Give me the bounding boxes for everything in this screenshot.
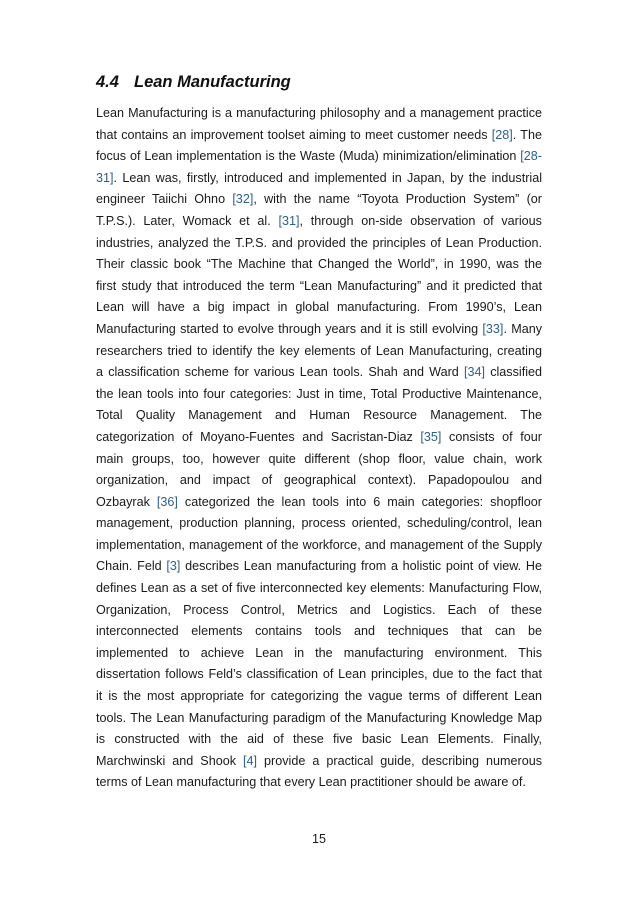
paragraph-text: . Lean was, firstly, introduced and implemented in Japan, by the industrial xyxy=(113,170,542,185)
paragraph-text: Organization, Process Control, Metrics and Logistics. Each of these xyxy=(96,602,542,617)
paragraph-text: describes Lean manufacturing from a holistic point of view. He xyxy=(180,559,542,574)
paragraph-text: Marchwinski and Shook xyxy=(96,753,244,768)
paragraph-line xyxy=(96,751,542,773)
paragraph-line xyxy=(96,686,542,708)
paragraph-text: . The xyxy=(512,127,542,142)
paragraph-line xyxy=(96,513,542,535)
paragraph-line xyxy=(96,276,542,298)
paragraph-text: Their classic book “The Machine that Changed the World”, in 1990, was the xyxy=(96,257,542,272)
paragraph-text: main groups, too, however quite different (shop floor, value chain, work xyxy=(96,451,542,466)
section-title: Lean Manufacturing xyxy=(134,73,291,91)
paragraph-line xyxy=(96,146,542,168)
paragraph-text: it is the most appropriate for categorizing the vague terms of different Lean xyxy=(96,689,542,704)
paragraph-text: that contains an improvement toolset aiming to meet customer needs xyxy=(96,127,492,142)
paragraph-line xyxy=(96,664,542,686)
paragraph-text: . Many xyxy=(503,321,542,336)
paragraph-line xyxy=(96,233,542,255)
paragraph-text: T.P.S.). Later, Womack et al. xyxy=(96,213,279,228)
paragraph-line xyxy=(96,103,542,125)
paragraph-line xyxy=(96,211,542,233)
citation-link[interactable]: [28- xyxy=(520,149,542,164)
paragraph-text: industries, analyzed the T.P.S. and provided the principles of Lean Production. xyxy=(96,235,542,250)
paragraph-text: tools. The Lean Manufacturing paradigm of the Manufacturing Knowledge Map xyxy=(96,710,542,725)
paragraph-line xyxy=(96,729,542,751)
paragraph-text: classified xyxy=(485,365,542,380)
paragraph-text: defines Lean as a set of five interconnected key elements: Manufacturing Flow, xyxy=(96,581,542,596)
paragraph-line xyxy=(96,168,542,190)
paragraph-line xyxy=(96,772,542,794)
paragraph-text: provide a practical guide, describing numerous xyxy=(257,753,542,768)
paragraph-line xyxy=(96,492,542,514)
citation-link[interactable]: [33] xyxy=(482,321,504,336)
paragraph-text: implementation, management of the workforce, and management of the Supply xyxy=(96,537,542,552)
paragraph-line xyxy=(96,405,542,427)
citation-link[interactable]: [31] xyxy=(278,213,300,228)
paragraph-line xyxy=(96,254,542,276)
citation-link[interactable]: [34] xyxy=(463,365,485,380)
citation-link[interactable]: 31] xyxy=(96,170,114,185)
paragraph-text: Ozbayrak xyxy=(96,494,157,509)
paragraph-line xyxy=(96,297,542,319)
paragraph-text: Chain. Feld xyxy=(96,559,167,574)
paragraph-text: focus of Lean implementation is the Waste (Muda) minimization/elimination xyxy=(96,149,521,164)
paragraph-line xyxy=(96,621,542,643)
paragraph-line xyxy=(96,578,542,600)
paragraph-text: , through on-side observation of various xyxy=(299,213,542,228)
paragraph-line xyxy=(96,556,542,578)
paragraph-text: dissertation follows Feld’s classification of Lean principles, due to the fact that xyxy=(96,667,542,682)
citation-link[interactable]: [4] xyxy=(243,753,258,768)
paragraph-text: the lean tools into four categories: Just in time, Total Productive Maintenance, xyxy=(96,386,542,401)
paragraph-text: Lean Manufacturing is a manufacturing philosophy and a management practice xyxy=(96,106,542,120)
paragraph-text: , with the name “Toyota Production System” (or xyxy=(253,192,542,207)
citation-link[interactable]: [3] xyxy=(166,559,181,574)
paragraph-line xyxy=(96,643,542,665)
paragraph-text: management, production planning, process oriented, scheduling/control, lean xyxy=(96,516,542,531)
paragraph-line xyxy=(96,600,542,622)
paragraph-line xyxy=(96,708,542,730)
section-number: 4.4 xyxy=(96,73,119,91)
paragraph-text: a classification scheme for various Lean tools. Shah and Ward xyxy=(96,365,464,380)
paragraph-line xyxy=(96,341,542,363)
paragraph-text: researchers tried to identify the key elements of Lean Manufacturing, creating xyxy=(96,343,542,358)
paragraph-text: is constructed with the aid of these five basic Lean Elements. Finally, xyxy=(96,732,542,747)
paragraph-text: terms of Lean manufacturing that every Lean practitioner should be aware of. xyxy=(96,775,526,790)
paragraph-text: categorized the lean tools into 6 main categories: shopfloor xyxy=(177,494,542,509)
paragraph-text: implemented to achieve Lean in the manufacturing environment. This xyxy=(96,645,542,660)
citation-link[interactable]: [32] xyxy=(232,192,254,207)
paragraph-text: Total Quality Management and Human Resource Management. The xyxy=(96,408,542,423)
section-heading xyxy=(96,73,291,92)
body-paragraph xyxy=(96,103,542,794)
paragraph-line xyxy=(96,189,542,211)
paragraph-line xyxy=(96,384,542,406)
paragraph-line xyxy=(96,449,542,471)
paragraph-line xyxy=(96,125,542,147)
paragraph-line xyxy=(96,427,542,449)
paragraph-text: consists of four xyxy=(441,429,542,444)
paragraph-line xyxy=(96,362,542,384)
citation-link[interactable]: [36] xyxy=(156,494,178,509)
paragraph-line xyxy=(96,319,542,341)
paragraph-line xyxy=(96,470,542,492)
paragraph-text: Manufacturing started to evolve through years and it is still evolving xyxy=(96,321,483,336)
paragraph-line xyxy=(96,535,542,557)
paragraph-text: interconnected elements contains tools and techniques that can be xyxy=(96,624,542,639)
citation-link[interactable]: [28] xyxy=(491,127,513,142)
paragraph-text: categorization of Moyano-Fuentes and Sacristan-Diaz xyxy=(96,429,421,444)
paragraph-text: organization, and impact of geographical context). Papadopoulou and xyxy=(96,473,542,488)
paragraph-text: Lean will have a big impact in global manufacturing. From 1990’s, Lean xyxy=(96,300,542,315)
page-number: 15 xyxy=(311,832,326,846)
citation-link[interactable]: [35] xyxy=(420,429,442,444)
paragraph-text: engineer Taiichi Ohno xyxy=(96,192,233,207)
paragraph-text: first study that introduced the term “Lean Manufacturing” and it predicted that xyxy=(96,278,542,293)
